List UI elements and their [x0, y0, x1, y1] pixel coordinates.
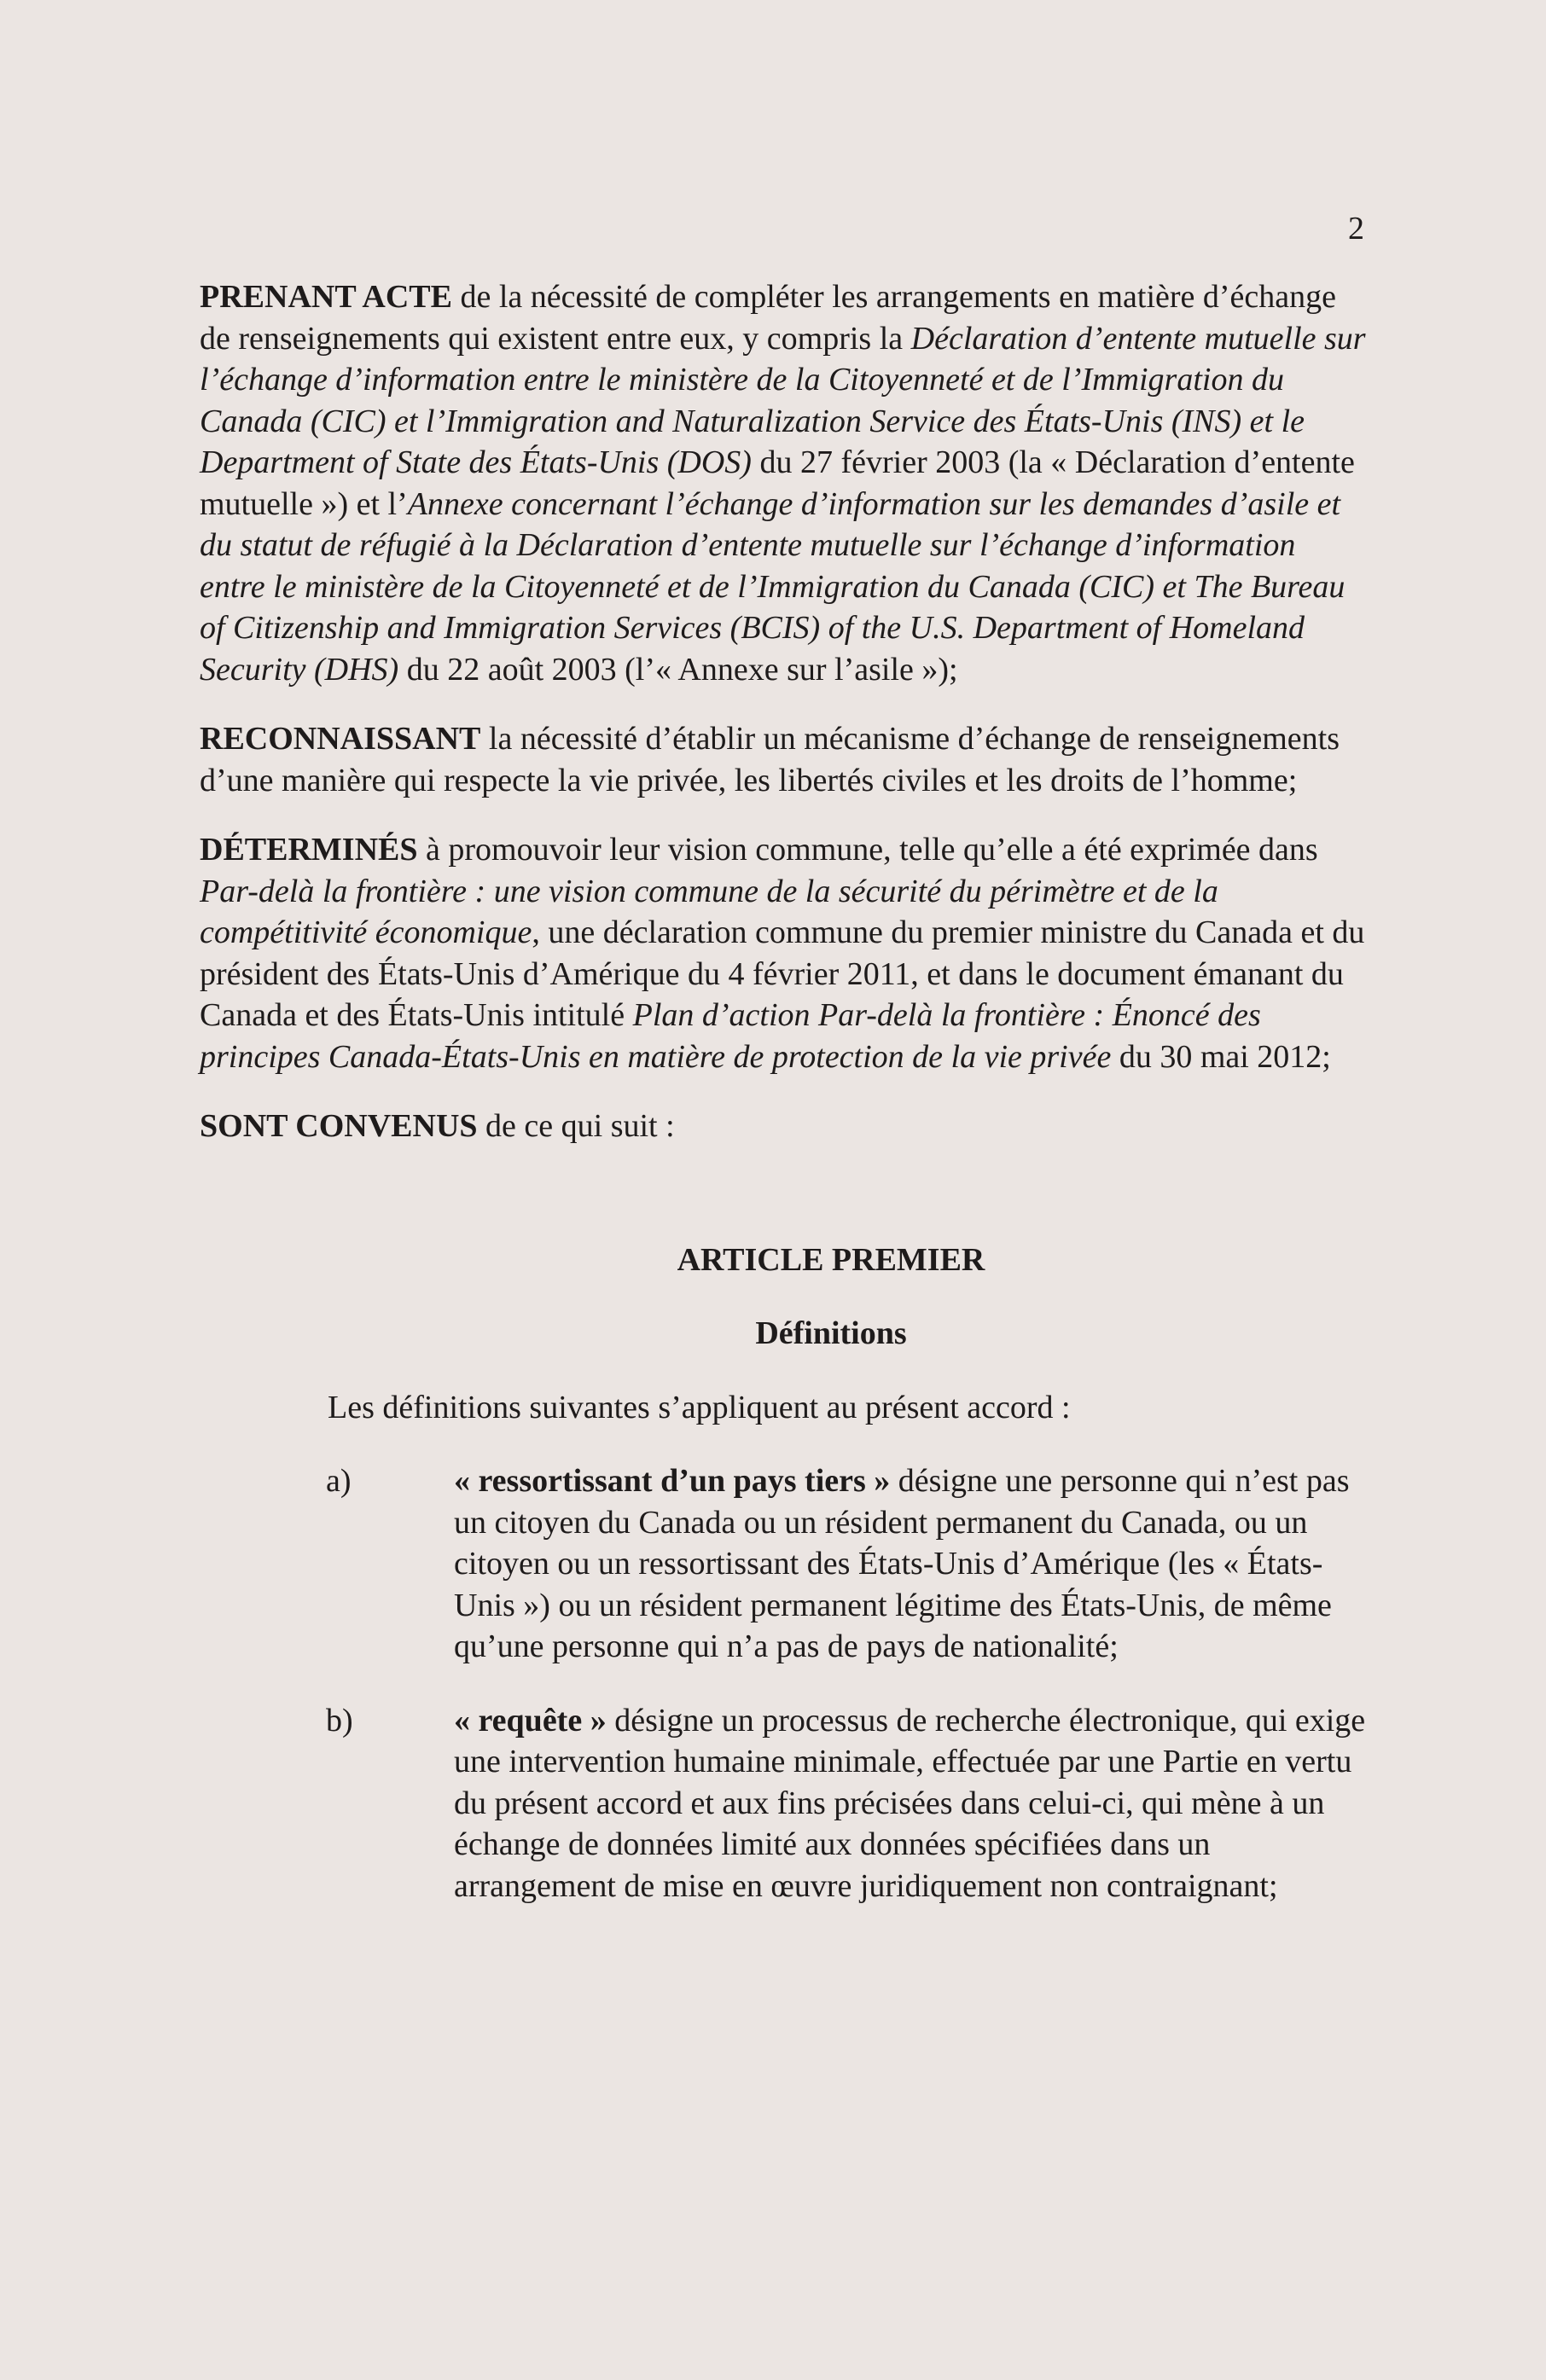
paragraph-italic: Déclaration d’entente mutuelle sur l’échange d’information entre le ministère de la Citoyenneté et de l’Immigration du Canada (CIC) et l’Immigration and Naturalization Service des États-Unis (INS) et le Department of State des États-Unis (DOS)	[200, 320, 1366, 480]
definition-text	[454, 1460, 1369, 1668]
definitions-intro: Les définitions suivantes s’appliquent au présent accord :	[328, 1389, 1071, 1425]
paragraph-lead: DÉTERMINÉS	[200, 832, 418, 868]
definition-body: désigne un processus de recherche électronique, qui exige une intervention humaine minimale, effectuée par une Partie en vertu du présent accord et aux fins précisées dans celui-ci, qui mène à un échange de données limité aux données spécifiées dans un arrangement de mise en œuvre juridiquement non contraignant;	[454, 1702, 1366, 1904]
paragraph-lead: RECONNAISSANT	[200, 721, 481, 757]
paragraph-text: du 27 février 2003 (la « Déclaration d’entente mutuelle ») et l’	[200, 444, 1355, 522]
section-title: Définitions	[755, 1315, 907, 1351]
paragraph-sont-convenus	[200, 1106, 1369, 1147]
paragraph-italic: Annexe concernant l’échange d’information sur les demandes d’asile et du statut de réfugié à la Déclaration d’entente mutuelle sur l’échange d’information entre le ministère de la Citoyenneté et de l’Immigration du Canada (CIC) et The Bureau of Citizenship and Immigration Services (BCIS) of the U.S. Department of Homeland Security (DHS)	[200, 485, 1345, 688]
definition-item-b	[200, 1700, 1369, 1907]
paragraph-text: du 30 mai 2012;	[1111, 1038, 1331, 1075]
paragraph-lead: SONT CONVENUS	[200, 1108, 478, 1144]
paragraph-determines	[200, 829, 1369, 1077]
paragraph-prenant-acte	[200, 276, 1369, 690]
paragraph-text: la nécessité d’établir un mécanisme d’échange de renseignements d’une manière qui respecte la vie privée, les libertés civiles et les droits de l’homme;	[200, 721, 1340, 798]
paragraph-text: de la nécessité de compléter les arrangements en matière d’échange de renseignements qui existent entre eux, y compris la	[200, 279, 1337, 357]
definition-term: « ressortissant d’un pays tiers »	[454, 1463, 891, 1499]
definition-item-a	[200, 1460, 1369, 1668]
paragraph-text: du 22 août 2003 (l’« Annexe sur l’asile »);	[398, 651, 958, 688]
definition-label: b)	[326, 1702, 353, 1739]
paragraph-reconnaissant	[200, 718, 1369, 801]
article-title: ARTICLE PREMIER	[677, 1241, 985, 1278]
paragraph-italic: Par-delà la frontière : une vision commune de la sécurité du périmètre et de la compétitivité économique	[200, 873, 1218, 950]
definition-term: « requête »	[454, 1702, 607, 1739]
definition-text	[454, 1700, 1369, 1907]
paragraph-lead: PRENANT ACTE	[200, 279, 452, 315]
paragraph-text: de ce qui suit :	[477, 1108, 675, 1144]
document-body	[200, 276, 1369, 1907]
paragraph-text: , une déclaration commune du premier ministre du Canada et du président des États-Unis d’Amérique du 4 février 2011, et dans le document émanant du Canada et des États-Unis intitulé	[200, 914, 1365, 1033]
page-number: 2	[1348, 211, 1364, 247]
definition-body: désigne une personne qui n’est pas un citoyen du Canada ou un résident permanent du Canada, ou un citoyen ou un ressortissant des États-Unis d’Amérique (les « États-Unis ») ou un résident permanent légitime des États-Unis, de même qu’une personne qui n’a pas de pays de nationalité;	[454, 1463, 1350, 1664]
paragraph-text: à promouvoir leur vision commune, telle qu’elle a été exprimée dans	[417, 832, 1318, 868]
paragraph-italic: Plan d’action Par-delà la frontière : Énoncé des principes Canada-États-Unis en matière de protection de la vie privée	[200, 997, 1261, 1075]
definition-label: a)	[326, 1463, 352, 1499]
